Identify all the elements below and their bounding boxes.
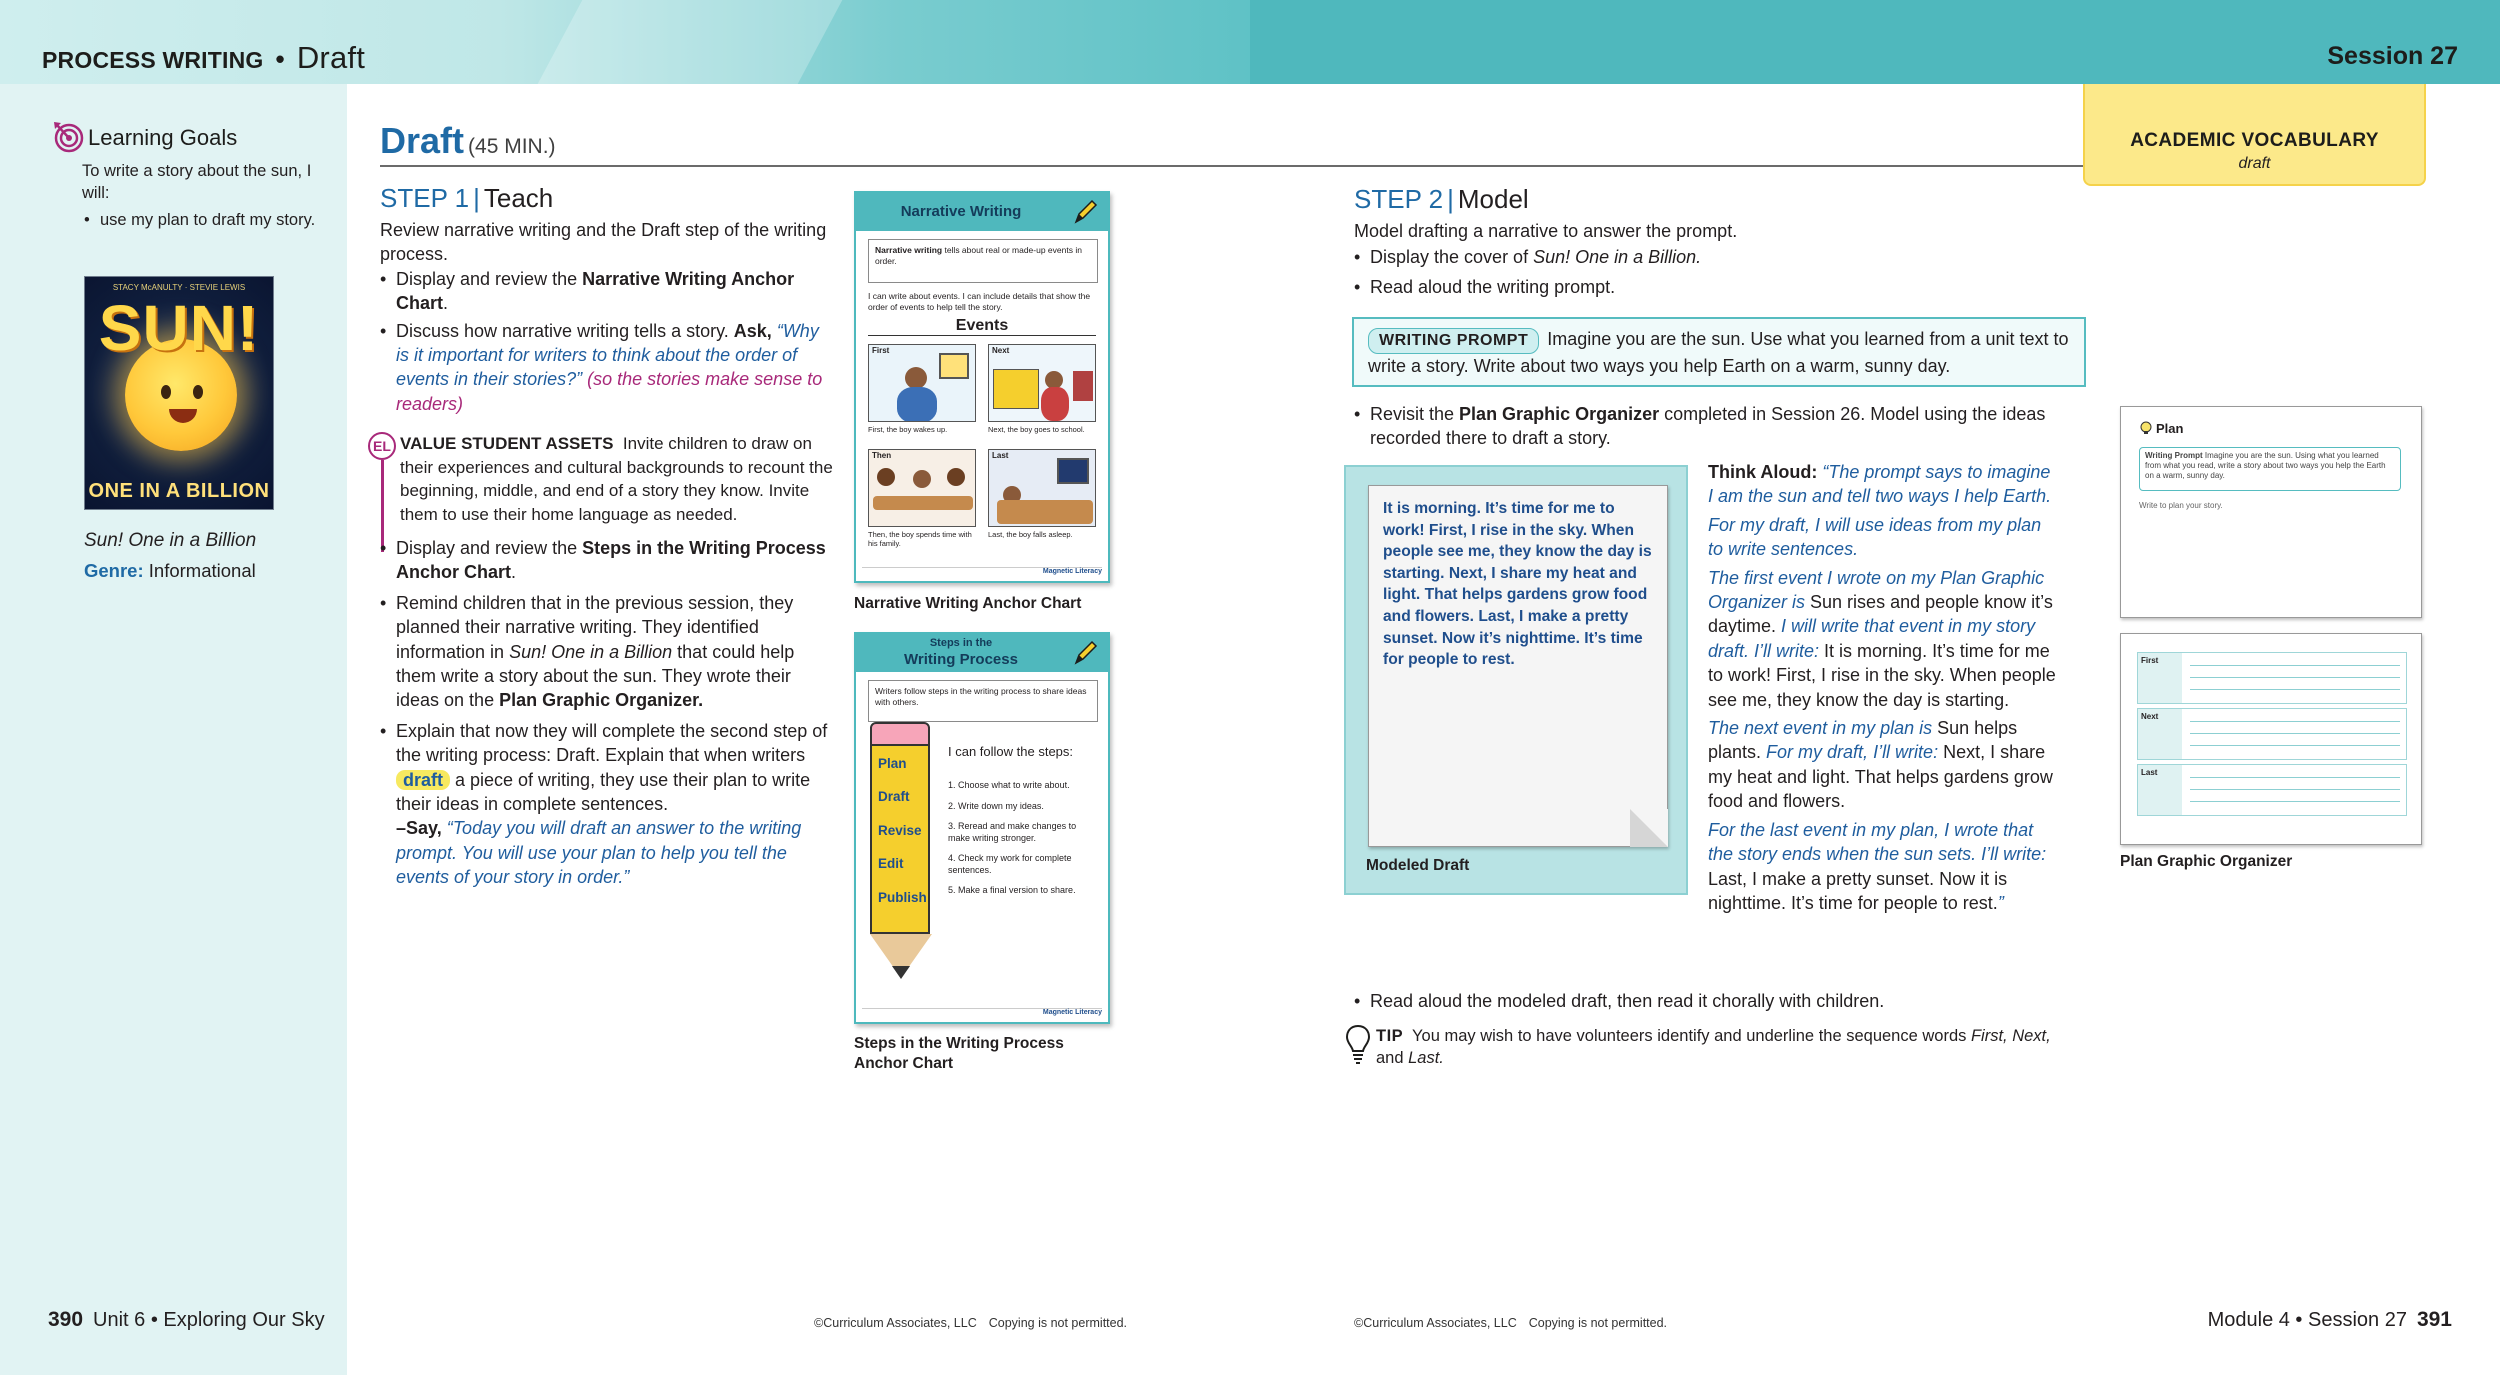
vocab-highlight: draft — [396, 770, 450, 790]
chart-title: Narrative Writing — [900, 203, 1022, 220]
event-illustration — [868, 344, 976, 422]
text: completed in Session 26. Model using the ideas recorded there to draft a story. — [1370, 404, 2046, 449]
process-step: 2. Write down my ideas. — [948, 800, 1044, 811]
event-label: First — [872, 346, 890, 355]
modeled-draft-text: It is morning. It’s time for me to work! First, I rise in the sky. When people see me, they know the day is starting. Next, I share my heat and light. That helps gardens grow food and flowers. Last, I make a pretty sunset. Now it’s nighttime. It’s time for people to rest. — [1383, 500, 1652, 669]
chart-title-small: Steps in the — [929, 637, 993, 649]
copyright-right — [1354, 1316, 1667, 1330]
step2-body-top — [1354, 219, 2074, 299]
pencil-word: Edit — [878, 856, 904, 871]
chart-caption: Steps in the Writing Process Anchor Chart — [854, 1035, 1064, 1072]
step2-body-bottom — [1354, 989, 2074, 1013]
vocabulary-word: draft — [2238, 155, 2271, 172]
text: . — [511, 562, 517, 583]
el-text — [400, 432, 838, 526]
chart-title-bar — [856, 634, 1108, 672]
event-caption: First, the boy wakes up. — [868, 425, 948, 434]
text: and — [1376, 1049, 1409, 1067]
think-aloud-para: For my draft, I will use ideas from my plan to write sentences. — [1708, 514, 2042, 560]
page-number: 390 — [48, 1308, 84, 1331]
text: Remind children that in the previous session, they planned their narrative writing. They identified information in — [396, 592, 794, 662]
boy-body — [1041, 387, 1069, 421]
event-label: Next — [992, 346, 1010, 355]
copyright-text: ©Curriculum Associates, LLC — [1354, 1316, 1517, 1330]
italic-text: Sun! One in a Billion. — [1533, 247, 1702, 268]
write-line — [2190, 721, 2400, 722]
list-item — [380, 719, 836, 817]
say-text: “Today you will draft an answer to the writing prompt. You will use your plan to help you tell the events of your story in order.” — [396, 818, 802, 888]
learning-goals-title: Learning Goals — [88, 125, 238, 150]
event-label: Last — [992, 451, 1009, 460]
pencil-word: Publish — [878, 890, 927, 905]
chart-heading: Events — [868, 317, 1096, 336]
chart-follow-text: I can follow the steps: — [948, 744, 1074, 759]
plan-row-label: Last — [2138, 765, 2182, 815]
plan-row-label: First — [2138, 653, 2182, 703]
plan-hint: Write to plan your story. — [2139, 501, 2223, 510]
copyright-text: ©Curriculum Associates, LLC — [814, 1316, 977, 1330]
think-aloud-text: For the last event in my plan, I wrote that the story ends when the sun sets. I’ll write: — [1708, 819, 2047, 865]
plan-organizer-page2 — [2120, 633, 2422, 845]
list-item — [1354, 402, 2084, 451]
event-cell — [868, 449, 976, 548]
book-cover-title: SUN! — [98, 292, 260, 364]
section-label: PROCESS WRITING — [42, 47, 264, 73]
bold-text: Plan Graphic Organizer. — [499, 690, 704, 711]
school-bus — [993, 369, 1039, 409]
pencil-eraser — [870, 722, 930, 746]
process-step: 3. Reread and make changes to make writing stronger. — [948, 821, 1077, 843]
write-line — [2190, 665, 2400, 666]
step1-body-top — [380, 218, 836, 416]
family-figure — [877, 468, 895, 486]
plan-organizer-page1 — [2120, 406, 2422, 618]
event-caption: Last, the boy falls asleep. — [988, 530, 1073, 539]
italic-text: First, — [1970, 1027, 2008, 1045]
table — [873, 496, 973, 510]
learning-goals-intro: To write a story about the sun, I will: — [82, 162, 312, 202]
modeled-draft-paper — [1368, 485, 1668, 847]
bold-text: Narrative writing — [875, 245, 943, 255]
text: . — [443, 293, 449, 314]
step-name: Model — [1457, 184, 1529, 214]
think-aloud-text: I will write that event in my story draft. I’ll write: — [1708, 616, 2036, 661]
plan-title — [2139, 421, 2183, 436]
header-decoration — [538, 0, 843, 84]
sun-eye — [193, 385, 203, 399]
text: Display and review the — [396, 268, 583, 289]
list-item: • Read aloud the modeled draft, then read it chorally with children. — [1354, 989, 2074, 1013]
text: Display and review the — [396, 538, 583, 558]
event-illustration — [868, 449, 976, 527]
event-label: Then — [872, 451, 892, 460]
text: that could help them write a story about the sun. They wrote their ideas on the — [396, 641, 795, 711]
bold-text: Writing Prompt — [2145, 451, 2203, 460]
text: You may wish to have volunteers identify and underline the sequence words — [1412, 1027, 1971, 1045]
bold-text: Plan Graphic Organizer — [1459, 404, 1660, 424]
say-label: –Say, — [396, 818, 442, 839]
italic-text: Last. — [1408, 1049, 1444, 1067]
pencil-body — [870, 744, 930, 934]
think-aloud-text: “The prompt says to imagine I am the sun and tell two ways I help Earth. — [1708, 462, 2052, 507]
bold-text: Narrative Writing Anchor Chart — [396, 268, 795, 314]
events-grid — [868, 344, 1096, 548]
step2-intro: Model drafting a narrative to answer the prompt. — [1354, 221, 1738, 241]
think-aloud-para — [1708, 818, 2060, 916]
family-figure — [913, 470, 931, 488]
boy-body — [897, 387, 937, 422]
tip-text — [1376, 1025, 2066, 1069]
think-aloud-para — [1708, 460, 2060, 509]
write-line — [2190, 689, 2400, 690]
plan-title-text: Plan — [2156, 421, 2184, 436]
book-authors: STACY McANULTY · STEVIE LEWIS — [112, 283, 246, 292]
pencil-icon — [1072, 198, 1098, 226]
duration: (45 MIN.) — [468, 135, 556, 158]
event-illustration — [988, 344, 1096, 422]
answer-text: (so the stories make sense to readers) — [396, 369, 823, 414]
event-caption: Next, the boy goes to school. — [988, 425, 1085, 434]
school-building — [1073, 371, 1093, 401]
page-title-text: Draft — [380, 120, 465, 161]
step1-heading — [380, 183, 553, 214]
step-divider: | — [473, 183, 480, 213]
think-aloud — [1708, 460, 2060, 919]
say-line — [380, 816, 836, 889]
step-divider: | — [1447, 184, 1454, 214]
text: a piece of writing, they use their plan to write their ideas in complete sentences. — [396, 769, 811, 815]
text: Imagine you are the sun. Using what you learned from what you read, write a story about two ways you help the Earth on a warm, sunny day. — [2145, 451, 2386, 480]
chart-definition — [868, 239, 1098, 283]
process-step: 4. Check my work for complete sentences. — [948, 853, 1072, 875]
draft-text: It is morning. It’s time for me to work! First, I rise in the sky. When people see me, they know the day is starting. — [1708, 640, 2056, 710]
tip-label: TIP — [1376, 1027, 1404, 1045]
pencil-lead — [892, 966, 910, 979]
italic-text: Sun! One in a Billion — [509, 641, 673, 662]
footer-unit: Unit 6 • Exploring Our Sky — [93, 1309, 325, 1331]
page-title — [380, 120, 556, 162]
el-body: Invite children to draw on their experiences and cultural backgrounds to recount the beginning, middle, and end of a story they know. Invite them to use their home language as needed. — [400, 434, 833, 524]
list-item — [380, 319, 836, 417]
writing-process-anchor-chart — [854, 632, 1110, 1024]
think-aloud-text: ” — [1997, 892, 2004, 913]
process-step: 1. Choose what to write about. — [948, 780, 1070, 790]
window — [939, 353, 969, 379]
text: tells about real or made-up events in order. — [875, 245, 1082, 266]
footer-module: Module 4 • Session 27 — [2207, 1309, 2407, 1331]
step-number: STEP 2 — [1354, 184, 1444, 214]
plan-row — [2137, 708, 2407, 760]
event-caption: Then, the boy spends time with his family. — [868, 530, 972, 548]
copy-notice: Copying is not permitted. — [1528, 1316, 1668, 1330]
lightbulb-icon — [1344, 1023, 1372, 1067]
book-genre — [84, 560, 256, 582]
vocabulary-title: ACADEMIC VOCABULARY — [2130, 130, 2379, 151]
think-aloud-label: Think Aloud: — [1708, 462, 1818, 482]
night-window — [1057, 458, 1089, 484]
list-item: • Read aloud the writing prompt. — [1354, 275, 2074, 299]
process-steps-list — [948, 780, 1098, 906]
topic-label: Draft — [296, 40, 366, 75]
plan-row — [2137, 764, 2407, 816]
draft-text: Last, I make a pretty sunset. Now it is nighttime. It’s time for people to rest. — [1708, 868, 2008, 913]
plan-organizer-caption: Plan Graphic Organizer — [2120, 853, 2293, 870]
text: Display the cover of — [1370, 247, 1534, 268]
lightbulb-icon — [2139, 421, 2153, 435]
text: Revisit the — [1370, 404, 1460, 424]
header-separator: • — [275, 44, 285, 74]
modeled-draft-box — [1344, 465, 1688, 895]
chart-title-bar — [856, 193, 1108, 231]
step-number: STEP 1 — [380, 183, 470, 213]
plan-row — [2137, 652, 2407, 704]
page-number: 391 — [2416, 1308, 2452, 1331]
session-label: Session 27 — [2327, 42, 2458, 70]
think-aloud-para — [1708, 716, 2060, 814]
pencil-word: Revise — [878, 823, 922, 838]
event-illustration — [988, 449, 1096, 527]
learning-goal-item: • use my plan to draft my story. — [82, 209, 332, 231]
event-cell — [988, 449, 1096, 548]
modeled-draft-caption: Modeled Draft — [1366, 857, 1470, 874]
event-cell — [988, 344, 1096, 443]
boy-figure — [905, 367, 927, 389]
think-aloud-text: The first event I wrote on my Plan Graphic Organizer is — [1708, 567, 2045, 613]
bold-text: Steps in the Writing Process Anchor Chart — [396, 538, 826, 583]
family-figure — [947, 468, 965, 486]
pencil-word: Plan — [878, 756, 907, 771]
think-aloud-para — [1708, 566, 2060, 712]
draft-text: Next, I share my heat and light. That helps gardens grow food and flowers. — [1708, 742, 2053, 812]
process-step: 5. Make a final version to share. — [948, 885, 1076, 895]
ask-label: Ask, — [733, 320, 772, 341]
writing-prompt-tag: WRITING PROMPT — [1368, 328, 1539, 354]
list-item — [1354, 245, 2074, 269]
text: Explain that now they will complete the second step of the writing process: Draft. Explain that when writers — [396, 720, 828, 766]
step2-heading — [1354, 184, 1529, 215]
academic-vocabulary-box — [2083, 84, 2426, 186]
step1-intro: Review narrative writing and the Draft step of the writing process. — [380, 220, 827, 265]
header-decoration — [1250, 0, 2500, 84]
el-title: VALUE STUDENT ASSETS — [400, 434, 614, 453]
copy-notice: Copying is not permitted. — [988, 1316, 1128, 1330]
write-line — [2190, 677, 2400, 678]
step2-body-mid — [1354, 402, 2084, 451]
plan-prompt-box — [2139, 447, 2401, 491]
italic-text: Next, — [2012, 1027, 2051, 1045]
text: Discuss how narrative writing tells a story. — [396, 320, 734, 341]
target-icon — [52, 120, 86, 154]
write-line — [2190, 789, 2400, 790]
chart-caption: Narrative Writing Anchor Chart — [854, 595, 1082, 612]
book-cover-subtitle: ONE IN A BILLION — [88, 480, 270, 502]
footer-right — [2208, 1308, 2452, 1332]
event-cell — [868, 344, 976, 443]
chart-intro: I can write about events. I can include details that show the order of events to help tell the story. — [868, 291, 1091, 312]
book-title: Sun! One in a Billion — [84, 530, 257, 551]
think-aloud-text: The next event in my plan is — [1708, 718, 1933, 739]
book-cover — [84, 276, 274, 510]
bed — [997, 500, 1093, 524]
list-item — [380, 591, 836, 713]
write-line — [2190, 801, 2400, 802]
think-aloud-text: For my draft, I’ll write: — [1766, 742, 1939, 763]
genre-value: Informational — [148, 560, 256, 581]
writing-prompt-box — [1352, 317, 2086, 387]
pencil-icon — [1072, 639, 1098, 667]
chart-brand: Magnetic Literacy — [862, 1008, 1102, 1018]
header-title — [42, 40, 365, 76]
chart-definition: Writers follow steps in the writing process to share ideas with others. — [868, 680, 1098, 722]
pencil-word: Draft — [878, 789, 910, 804]
learning-goals-list — [82, 209, 332, 231]
step-name: Teach — [483, 183, 554, 213]
page-header — [0, 0, 2500, 84]
question-text: “Why is it important for writers to think about the order of events in their stories?” — [396, 320, 819, 390]
write-line — [2190, 733, 2400, 734]
genre-label: Genre: — [84, 560, 144, 581]
list-item — [380, 536, 836, 585]
sun-eye — [161, 385, 171, 399]
plan-text: Sun rises and people know it’s daytime. — [1708, 592, 2053, 637]
write-line — [2190, 745, 2400, 746]
plan-text: Sun helps plants. — [1708, 718, 2018, 763]
narrative-writing-anchor-chart — [854, 191, 1110, 583]
list-item — [380, 267, 836, 316]
chart-title: Writing Process — [904, 651, 1018, 668]
plan-row-label: Next — [2138, 709, 2182, 759]
page-curl — [1630, 809, 1668, 847]
step1-body-bottom — [380, 536, 836, 890]
write-line — [2190, 777, 2400, 778]
copyright-left — [814, 1316, 1127, 1330]
footer-left — [48, 1308, 325, 1332]
el-badge: EL — [368, 432, 396, 460]
writing-prompt-text: Imagine you are the sun. Use what you learned from a unit text to write a story. Write about two ways you help Earth on a warm, sunny day. — [1368, 329, 2069, 376]
chart-brand: Magnetic Literacy — [862, 567, 1102, 577]
